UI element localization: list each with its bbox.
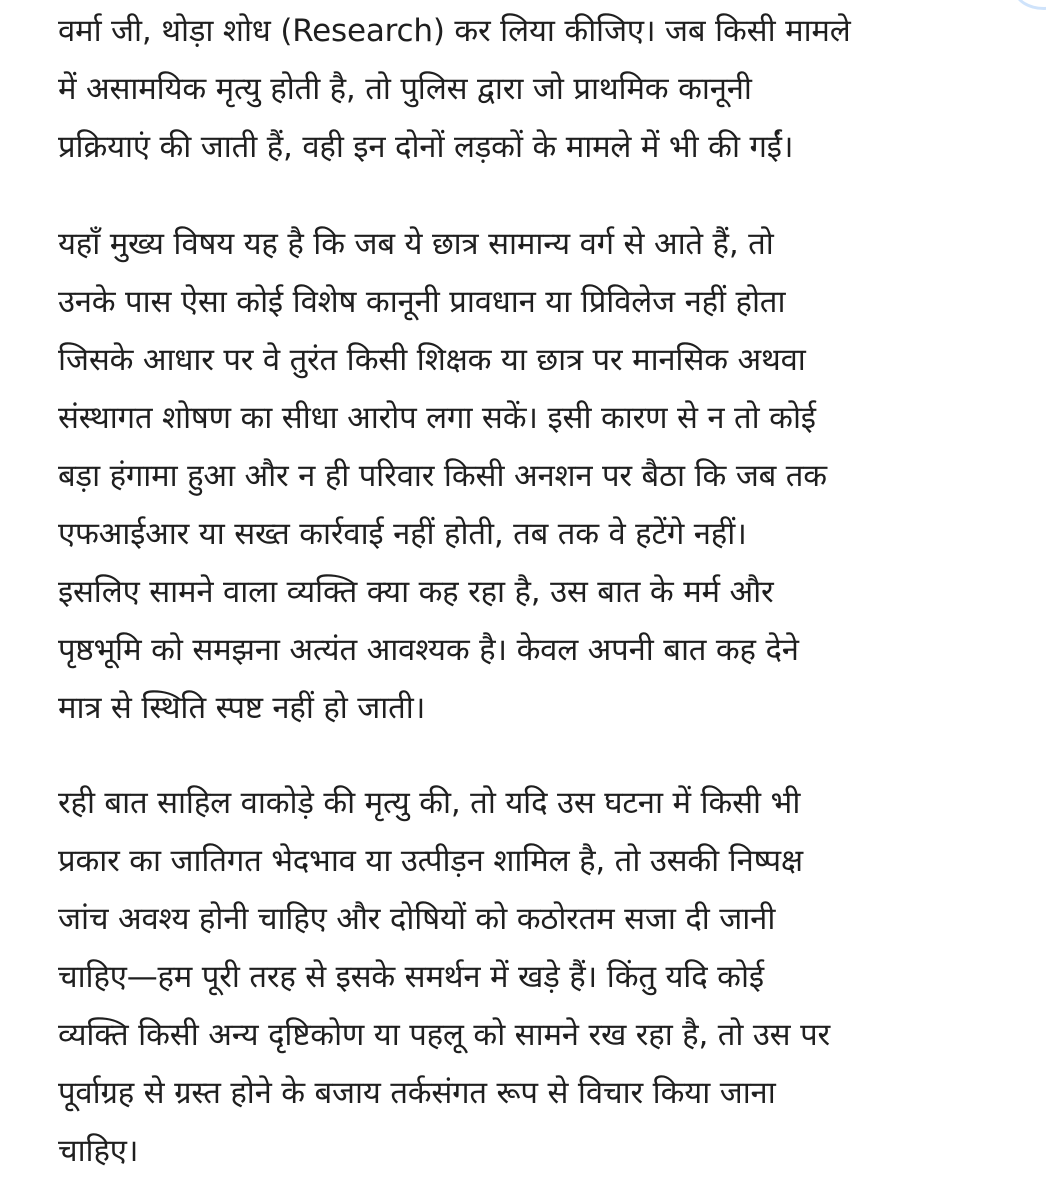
text-line: यहाँ मुख्य विषय यह है कि जब ये छात्र सामान्य वर्ग से आते हैं, तो xyxy=(58,226,774,262)
paragraph-1 xyxy=(58,2,1018,176)
paragraph-2 xyxy=(58,215,1018,737)
text-line: व्यक्ति किसी अन्य दृष्टिकोण या पहलू को सामने रख रहा है, तो उस पर xyxy=(58,1017,830,1053)
text-line: पूर्वाग्रह से ग्रस्त होने के बजाय तर्कसंगत रूप से विचार किया जाना xyxy=(58,1075,776,1111)
text-line: वर्मा जी, थोड़ा शोध (Research) कर लिया कीजिए। जब किसी मामले xyxy=(58,13,851,49)
text-line: उनके पास ऐसा कोई विशेष कानूनी प्रावधान या प्रिविलेज नहीं होता xyxy=(58,284,786,320)
text-line: संस्थागत शोषण का सीधा आरोप लगा सकें। इसी कारण से न तो कोई xyxy=(58,400,816,436)
text-line: बड़ा हंगामा हुआ और न ही परिवार किसी अनशन पर बैठा कि जब तक xyxy=(58,458,827,494)
text-line: चाहिए—हम पूरी तरह से इसके समर्थन में खड़े हैं। किंतु यदि कोई xyxy=(58,959,764,995)
paragraph-3 xyxy=(58,774,1018,1180)
text-line: चाहिए। xyxy=(58,1133,139,1169)
text-line: प्रकार का जातिगत भेदभाव या उत्पीड़न शामिल है, तो उसकी निष्पक्ष xyxy=(58,843,803,879)
text-line: प्रक्रियाएं की जाती हैं, वही इन दोनों लड़कों के मामले में भी की गईं। xyxy=(58,129,794,165)
text-line: पृष्ठभूमि को समझना अत्यंत आवश्यक है। केवल अपनी बात कह देने xyxy=(58,632,799,668)
text-line: एफआईआर या सख्त कार्रवाई नहीं होती, तब तक वे हटेंगे नहीं। xyxy=(58,516,747,552)
text-line: में असामयिक मृत्यु होती है, तो पुलिस द्वारा जो प्राथमिक कानूनी xyxy=(58,71,752,107)
text-line: रही बात साहिल वाकोड़े की मृत्यु की, तो यदि उस घटना में किसी भी xyxy=(58,785,801,821)
text-line: जांच अवश्य होनी चाहिए और दोषियों को कठोरतम सजा दी जानी xyxy=(58,901,776,937)
text-line: जिसके आधार पर वे तुरंत किसी शिक्षक या छात्र पर मानसिक अथवा xyxy=(58,342,806,378)
text-line: मात्र से स्थिति स्पष्ट नहीं हो जाती। xyxy=(58,690,426,726)
text-line: इसलिए सामने वाला व्यक्ति क्या कह रहा है, उस बात के मर्म और xyxy=(58,574,774,610)
corner-decoration xyxy=(1014,0,1046,10)
